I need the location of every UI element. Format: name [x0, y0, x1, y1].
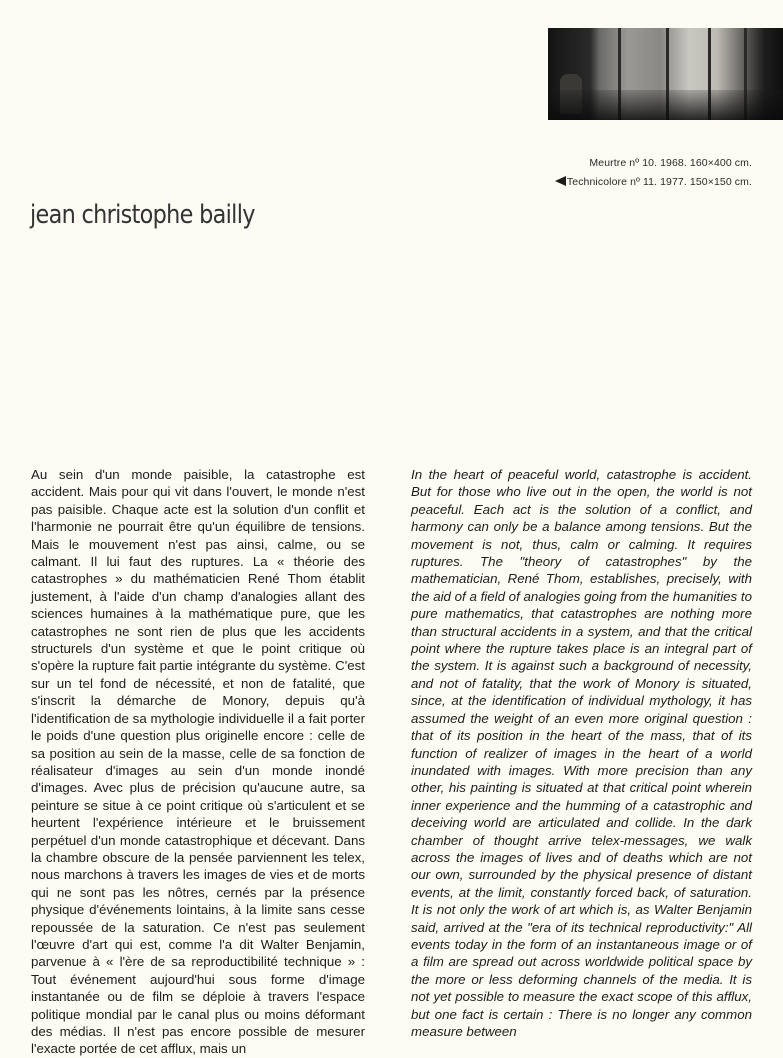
photo-floor-shadow — [548, 90, 783, 120]
artwork-photo — [548, 28, 783, 120]
caption-technicolore — [555, 176, 752, 188]
caption-technicolore-text: Technicolore nº 11. 1977. 150×150 cm. — [566, 176, 752, 188]
left-arrow-icon — [555, 176, 566, 186]
caption-meurtre: Meurtre nº 10. 1968. 160×400 cm. — [589, 157, 752, 169]
author-name: jean christophe bailly — [30, 200, 255, 230]
french-text-column: Au sein d'un monde paisible, la catastrophe est accident. Mais pour qui vit dans l'ouvert, le monde n'est pas paisible. Chaque acte est la solution d'un conflit et l'harmonie ne pourrait être qu'un équilibre de tensions. Mais le mouvement n'est pas ainsi, calme, ou se calmant. Il lui faut des ruptures. La « théorie des catastrophes » du mathématicien René Thom établit justement, à l'aide d'un champ d'analogies allant des sciences humaines à la mathématique pure, que les catastrophes ne sont rien de plus que les accidents structurels d'un système et que le point critique où s'opère la rupture fait partie intégrante du système. C'est sur un tel fond de nécessité, et non de fatalité, que s'inscrit la démarche de Monory, depuis qu'à l'identification de sa mythologie individuelle il a fait porter le poids d'une question plus originelle encore : celle de sa position au sein de la masse, celle de sa fonction de réalisateur d'images au sein d'un monde inondé d'images. Avec plus de précision qu'aucune autre, sa peinture se situe à ce point critique où s'articulent et se heurtent l'expérience intérieure et le bruissement perpétuel d'un monde catastrophique et décevant. Dans la chambre obscure de la pensée parviennent les telex, nous marchons à travers les images de vies et de morts qui ne sont pas les nôtres, cernés par la présence physique d'événements lointains, à la limite sans cesse repoussée de la saturation. Ce n'est pas seulement l'œuvre d'art qui est, comme l'a dit Walter Benjamin, parvenue à « l'ère de sa reproductibilité technique » : Tout événement aujourd'hui sous forme d'image instantanée ou de film se déploie à travers l'espace politique mondial par le canal plus ou moins déformant des médias. Il n'est pas encore possible de mesurer l'exacte portée de cet afflux, mais un — [31, 467, 365, 1057]
english-text-column: In the heart of peaceful world, catastrophe is accident. But for those who live out in the open, the world is not peaceful. Each act is the solution of a conflict, and harmony can only be a balance among tensions. But the movement is not, thus, calm or calming. It requires ruptures. The "theory of catastrophes" by the mathematician, René Thom, establishes, precisely, with the aid of a field of analogies going from the humanities to pure mathematics, that catastrophes are nothing more than structural accidents in a system, and that the critical point where the rupture takes place is an integral part of the system. It is against such a background of necessity, and not of fatality, that the work of Monory is situated, since, at the identification of individual mythology, it has assumed the weight of an even more original question : that of its position in the heart of the mass, that of its function of realizer of images in the heart of a world inundated with images. With more precision than any other, his painting is situated at that critical point wherein inner experience and the humming of a catastrophic and deceiving world are articulated and collide. In the dark chamber of thought arrive telex-messages, we walk across the images of lives and of deaths which are not our own, surrounded by the physical presence of distant events, at the limit, constantly forced back, of saturation. It is not only the work of art which is, as Walter Benjamin said, arrived at the "era of its technical reproductivity:" All events today in the form of an instantaneous image or of a film are spread out across worldwide political space by the more or less deforming channels of the media. It is not yet possible to measure the exact scope of this afflux, but one fact is certain : There is no longer any common measure between — [411, 467, 752, 1039]
